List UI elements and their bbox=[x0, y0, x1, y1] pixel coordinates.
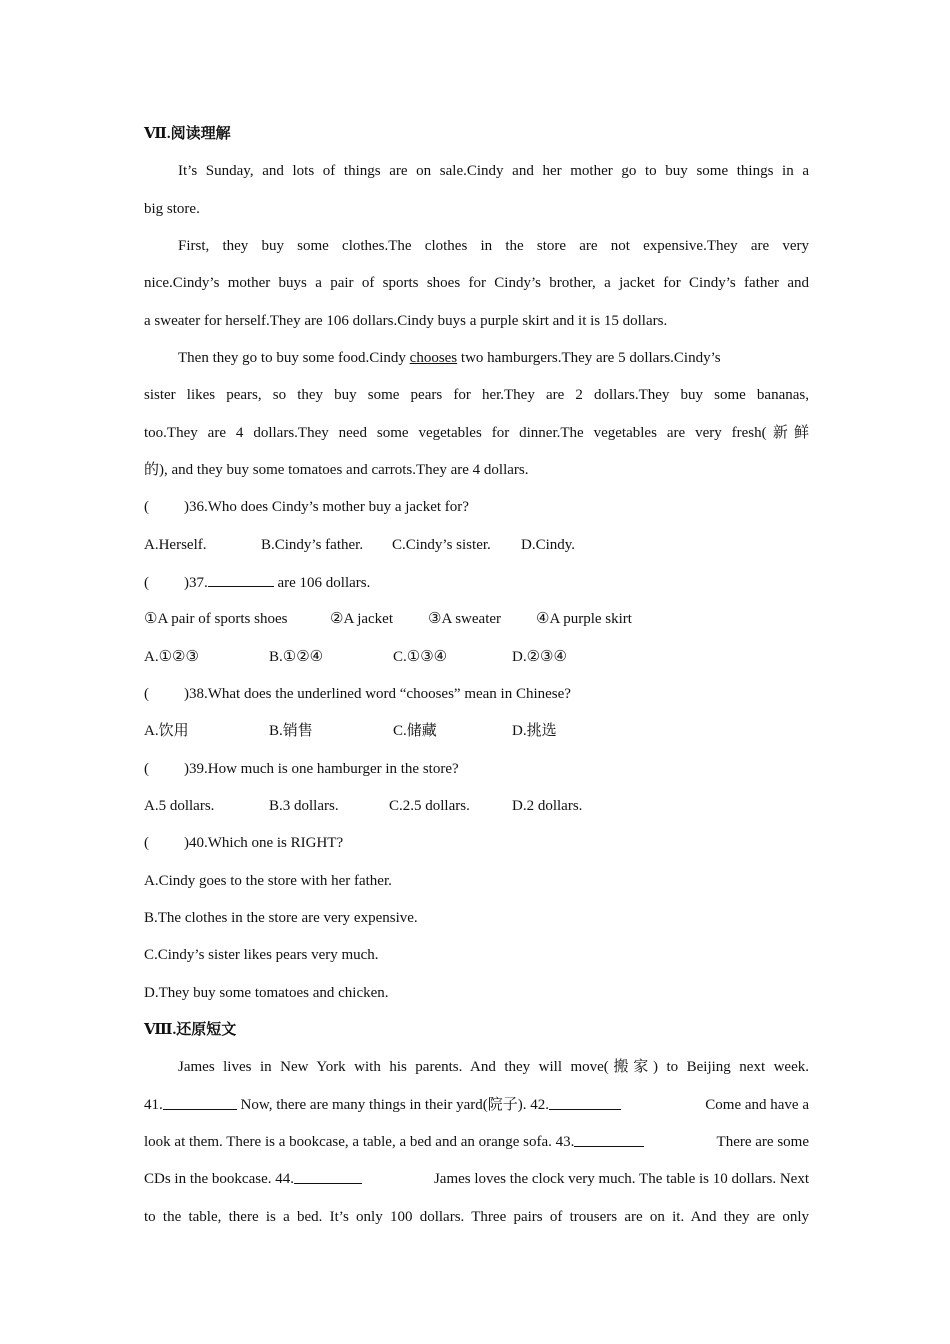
passage-text: James loves the clock very much. The table is 10 dollars. Next bbox=[430, 1171, 809, 1187]
passage-line: It’s Sunday, and lots of things are on sale.Cindy and her mother go to buy some things in a bbox=[178, 163, 809, 179]
passage-text: look at them. There is a bookcase, a table, a bed and an orange sofa. 43. bbox=[144, 1134, 575, 1150]
fill-blank bbox=[208, 571, 274, 587]
passage-line bbox=[144, 1094, 809, 1116]
option-c: C.①③④ bbox=[393, 649, 448, 665]
section-8-heading: Ⅷ.还原短文 bbox=[144, 1022, 237, 1038]
option-a: A.饮用 bbox=[144, 723, 189, 739]
answer-paren: ( bbox=[144, 761, 149, 777]
passage-line: sister likes pears, so they buy some pears for her.They are 2 dollars.They buy some bananas, bbox=[144, 387, 809, 403]
passage-text: Now, there are many things in their yard(院子). 42. bbox=[236, 1097, 550, 1113]
question-38 bbox=[144, 683, 809, 705]
passage-line bbox=[144, 1131, 809, 1153]
passage-line: a sweater for herself.They are 106 dollars.Cindy buys a purple skirt and it is 15 dollars. bbox=[144, 313, 668, 329]
fill-blank-44 bbox=[294, 1168, 362, 1184]
fill-blank-43 bbox=[574, 1131, 644, 1147]
passage-line: big store. bbox=[144, 201, 200, 217]
item-3: ③A sweater bbox=[428, 611, 502, 627]
blank-number: 41. bbox=[144, 1097, 163, 1113]
passage-text: Then they go to buy some food.Cindy bbox=[178, 350, 410, 366]
option-d: D.They buy some tomatoes and chicken. bbox=[144, 985, 389, 1001]
option-d: D.2 dollars. bbox=[512, 798, 583, 814]
passage-line bbox=[144, 347, 809, 369]
answer-paren: ( bbox=[144, 686, 149, 702]
question-39 bbox=[144, 758, 809, 780]
passage-line: First, they buy some clothes.The clothes in the store are not expensive.They are very bbox=[178, 238, 809, 254]
section-7-heading: Ⅶ.阅读理解 bbox=[144, 126, 231, 142]
passage-text: CDs in the bookcase. 44. bbox=[144, 1171, 294, 1187]
option-b: B.①②④ bbox=[269, 649, 324, 665]
question-text: )36.Who does Cindy’s mother buy a jacket for? bbox=[184, 499, 469, 515]
fill-blank-41 bbox=[163, 1094, 237, 1110]
option-b: B.销售 bbox=[269, 723, 313, 739]
passage-line: nice.Cindy’s mother buys a pair of sports shoes for Cindy’s brother, a jacket for Cindy’s father and bbox=[144, 275, 809, 291]
option-b: B.3 dollars. bbox=[269, 798, 339, 814]
answer-paren: ( bbox=[144, 835, 149, 851]
fill-blank-42 bbox=[549, 1094, 621, 1110]
option-c: C.Cindy’s sister. bbox=[392, 537, 491, 553]
question-36 bbox=[144, 496, 809, 518]
passage-line: to the table, there is a bed. It’s only 100 dollars. Three pairs of trousers are on it. And they are only bbox=[144, 1209, 809, 1225]
question-text: are 106 dollars. bbox=[273, 575, 371, 591]
item-1: ①A pair of sports shoes bbox=[144, 611, 288, 627]
options-37 bbox=[144, 646, 809, 668]
option-a: A.①②③ bbox=[144, 649, 199, 665]
question-text: )40.Which one is RIGHT? bbox=[184, 835, 344, 851]
question-text: )39.How much is one hamburger in the store? bbox=[184, 761, 459, 777]
options-38 bbox=[144, 720, 809, 742]
options-36 bbox=[144, 534, 809, 556]
option-a: A.Cindy goes to the store with her father. bbox=[144, 873, 392, 889]
option-d: D.②③④ bbox=[512, 649, 567, 665]
options-39 bbox=[144, 795, 809, 817]
question-text: )37. bbox=[184, 575, 208, 591]
question-37 bbox=[144, 571, 809, 593]
passage-line: too.They are 4 dollars.They need some vegetables for dinner.The vegetables are very fresh(新鲜 bbox=[144, 425, 809, 441]
option-c: C.Cindy’s sister likes pears very much. bbox=[144, 947, 379, 963]
item-4: ④A purple skirt bbox=[536, 611, 632, 627]
passage-line bbox=[144, 1168, 809, 1190]
option-a: A.Herself. bbox=[144, 537, 207, 553]
question-40 bbox=[144, 832, 809, 854]
option-c: C.储藏 bbox=[393, 723, 437, 739]
passage-text: There are some bbox=[713, 1134, 809, 1150]
passage-line: 的), and they buy some tomatoes and carrots.They are 4 dollars. bbox=[144, 462, 529, 478]
option-d: D.Cindy. bbox=[521, 537, 576, 553]
passage-line: James lives in New York with his parents. And they will move(搬家) to Beijing next week. bbox=[178, 1059, 809, 1075]
answer-paren: ( bbox=[144, 499, 149, 515]
option-c: C.2.5 dollars. bbox=[389, 798, 470, 814]
passage-text: Come and have a bbox=[701, 1097, 809, 1113]
items-37 bbox=[144, 608, 809, 630]
option-b: B.Cindy’s father. bbox=[261, 537, 364, 553]
item-2: ②A jacket bbox=[330, 611, 394, 627]
option-a: A.5 dollars. bbox=[144, 798, 215, 814]
passage-text: two hamburgers.They are 5 dollars.Cindy’s bbox=[457, 350, 721, 366]
option-d: D.挑选 bbox=[512, 723, 557, 739]
option-b: B.The clothes in the store are very expensive. bbox=[144, 910, 418, 926]
underlined-word: chooses bbox=[409, 350, 458, 366]
question-text: )38.What does the underlined word “chooses” mean in Chinese? bbox=[184, 686, 571, 702]
answer-paren: ( bbox=[144, 575, 149, 591]
